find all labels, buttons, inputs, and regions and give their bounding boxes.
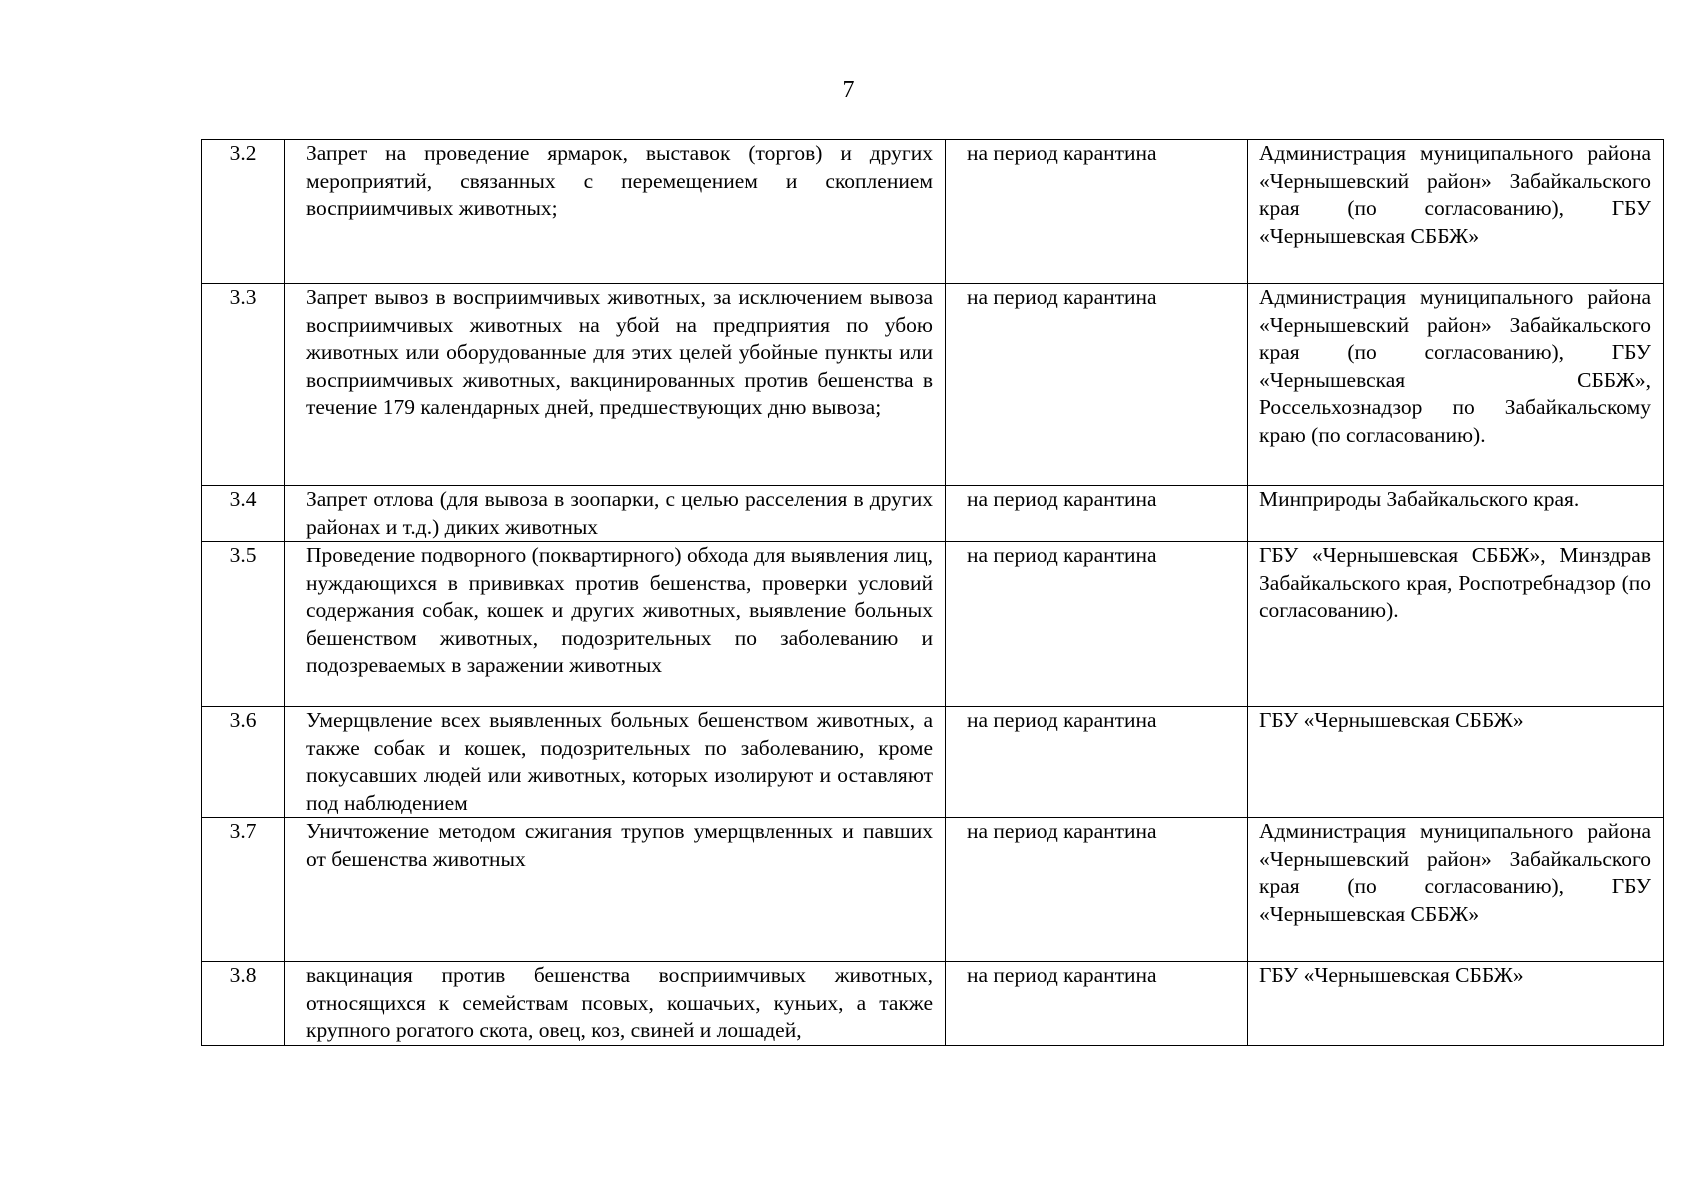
measure-period: на период карантина — [946, 486, 1248, 542]
measure-period: на период карантина — [946, 542, 1248, 707]
row-number: 3.8 — [202, 962, 285, 1046]
table-row — [202, 707, 1664, 818]
table-row — [202, 962, 1664, 1046]
measure-description: Уничтожение методом сжигания трупов умерщвленных и павших от бешенства животных — [285, 818, 946, 962]
measure-description: Проведение подворного (поквартирного) обхода для выявления лиц, нуждающихся в прививках против бешенства, проверки условий содержания собак, кошек и других животных, выявление больных бешенством животных, подозрительных по заболеванию и подозреваемых в заражении животных — [285, 542, 946, 707]
table-row — [202, 140, 1664, 284]
measure-description: Запрет отлова (для вывоза в зоопарки, с целью расселения в других районах и т.д.) диких животных — [285, 486, 946, 542]
responsible-party: ГБУ «Чернышевская СББЖ», Минздрав Забайкальского края, Роспотребнадзор (по согласованию). — [1248, 542, 1664, 707]
row-number: 3.2 — [202, 140, 285, 284]
table-row — [202, 284, 1664, 486]
row-number: 3.3 — [202, 284, 285, 486]
row-number: 3.7 — [202, 818, 285, 962]
measure-period: на период карантина — [946, 707, 1248, 818]
measure-description: Запрет вывоз в восприимчивых животных, за исключением вывоза восприимчивых животных на убой на предприятия по убою животных или оборудованные для этих целей убойные пункты или восприимчивых животных, вакцинированных против бешенства в течение 179 календарных дней, предшествующих дню вывоза; — [285, 284, 946, 486]
measures-table — [201, 139, 1664, 1046]
measure-period: на период карантина — [946, 818, 1248, 962]
responsible-party: Администрация муниципального района «Чернышевский район» Забайкальского края (по согласованию), ГБУ «Чернышевская СББЖ» — [1248, 818, 1664, 962]
responsible-party: Администрация муниципального района «Чернышевский район» Забайкальского края (по согласованию), ГБУ «Чернышевская СББЖ», Россельхознадзор по Забайкальскому краю (по согласованию). — [1248, 284, 1664, 486]
row-number: 3.4 — [202, 486, 285, 542]
measure-period: на период карантина — [946, 140, 1248, 284]
table-row — [202, 486, 1664, 542]
page-number: 7 — [842, 77, 855, 103]
measure-description: вакцинация против бешенства восприимчивых животных, относящихся к семействам псовых, кошачьих, куньих, а также крупного рогатого скота, овец, коз, свиней и лошадей, — [285, 962, 946, 1046]
row-number: 3.5 — [202, 542, 285, 707]
row-number: 3.6 — [202, 707, 285, 818]
measure-description: Умерщвление всех выявленных больных бешенством животных, а также собак и кошек, подозрительных по заболеванию, кроме покусавших людей или животных, которых изолируют и оставляют под наблюдением — [285, 707, 946, 818]
measure-period: на период карантина — [946, 284, 1248, 486]
responsible-party: ГБУ «Чернышевская СББЖ» — [1248, 707, 1664, 818]
table-row — [202, 818, 1664, 962]
measure-description: Запрет на проведение ярмарок, выставок (торгов) и других мероприятий, связанных с перемещением и скоплением восприимчивых животных; — [285, 140, 946, 284]
table-row — [202, 542, 1664, 707]
measure-period: на период карантина — [946, 962, 1248, 1046]
responsible-party: ГБУ «Чернышевская СББЖ» — [1248, 962, 1664, 1046]
responsible-party: Администрация муниципального района «Чернышевский район» Забайкальского края (по согласованию), ГБУ «Чернышевская СББЖ» — [1248, 140, 1664, 284]
responsible-party: Минприроды Забайкальского края. — [1248, 486, 1664, 542]
